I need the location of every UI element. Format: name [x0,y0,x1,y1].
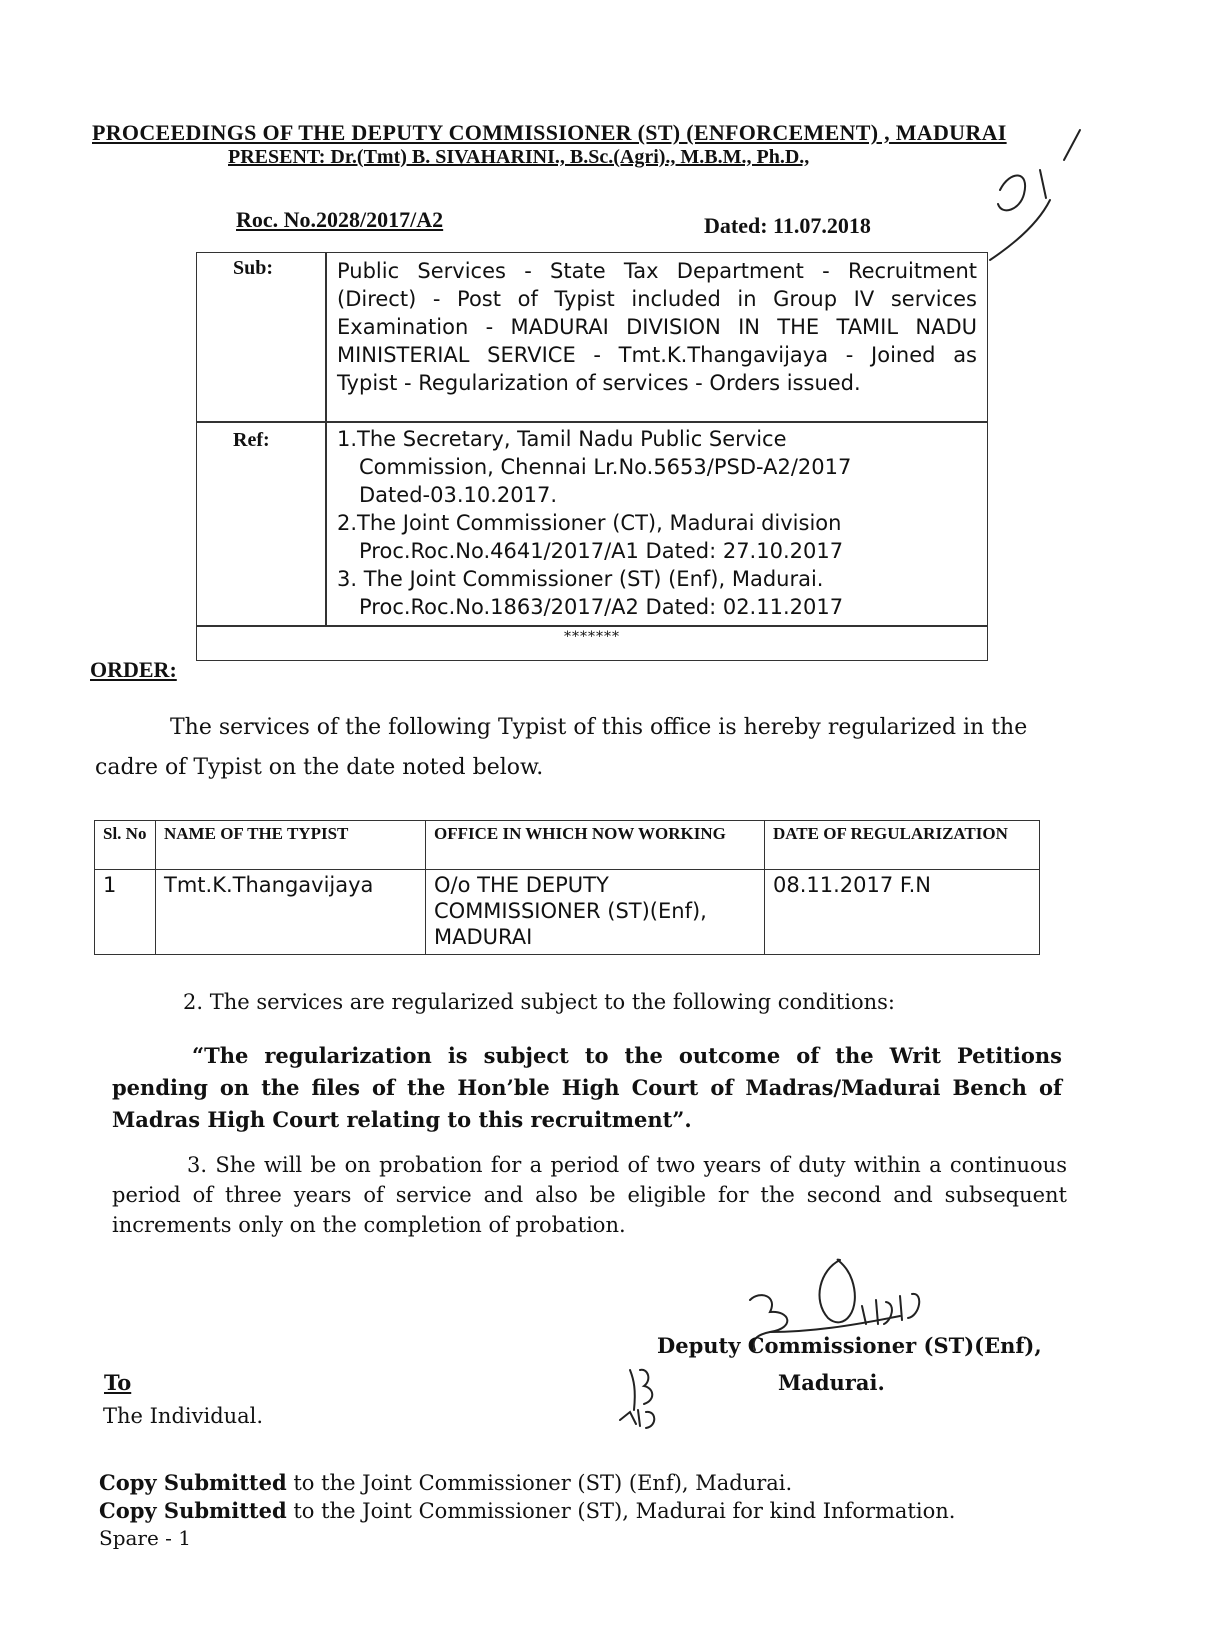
to-label: To [104,1370,132,1395]
order-paragraph-2: 2. The services are regularized subject to the following conditions: [183,990,895,1014]
subject-label: Sub: [233,257,274,279]
document-heading: PROCEEDINGS OF THE DEPUTY COMMISSIONER (ST) (ENFORCEMENT) , MADURAI [92,120,1007,145]
present-officer: PRESENT: Dr.(Tmt) B. SIVAHARINI., B.Sc.(Agri)., M.B.M., Ph.D., [228,146,810,168]
signatory-place: Madurai. [778,1370,885,1395]
cell-office: O/o THE DEPUTY COMMISSIONER (ST)(Enf), MADURAI [426,870,765,955]
recipient: The Individual. [103,1404,264,1428]
separator-stars: ******* [564,629,620,645]
reference-label: Ref: [233,429,270,451]
header-date: DATE OF REGULARIZATION [765,821,1040,870]
signatory-designation: Deputy Commissioner (ST)(Enf), [657,1333,1042,1358]
spare-copy: Spare - 1 [99,1526,192,1550]
roc-number: Roc. No.2028/2017/A2 [236,207,444,232]
copy-submitted-line [99,1498,955,1523]
copy-recipient: to the Joint Commissioner (ST), Madurai for kind Information. [286,1499,956,1523]
reference-item-line: Proc.Roc.No.4641/2017/A1 Dated: 27.10.2017 [359,539,844,563]
subject-text: Public Services - State Tax Department - Recruitment (Direct) - Post of Typist included in Group IV services Examination - MADURAI DIVISION IN THE TAMIL NADU MINISTERIAL SERVICE - Tmt.K.Thangavijaya - Joined as Typist - Regularization of services - Orders issued. [337,259,977,395]
header-office: OFFICE IN WHICH NOW WORKING [426,821,765,870]
copy-label: Copy Submitted [99,1470,287,1495]
order-paragraph-1: The services of the following Typist of this office is hereby regularized in the cadre of Typist on the date noted below. [95,715,1028,780]
cell-sl-no: 1 [95,870,156,955]
copy-submitted-line [99,1470,792,1495]
reference-item: 1.The Secretary, Tamil Nadu Public Service [337,427,787,451]
marginal-mark [980,120,1110,270]
row-divider [197,625,987,627]
table-row [95,870,1040,955]
reference-item-line: Proc.Roc.No.1863/2017/A2 Dated: 02.11.2017 [359,595,844,619]
reference-item: 2.The Joint Commissioner (CT), Madurai division [337,511,842,535]
cell-date: 08.11.2017 F.N [765,870,1040,955]
reference-item-line: Commission, Chennai Lr.No.5653/PSD-A2/2017 [359,455,852,479]
header-name: NAME OF THE TYPIST [156,821,426,870]
reference-list [337,425,977,621]
copy-label: Copy Submitted [99,1498,287,1523]
column-divider [325,253,327,625]
cell-name: Tmt.K.Thangavijaya [156,870,426,955]
subject-reference-box [196,252,988,661]
row-divider [197,421,987,423]
header-sl-no: Sl. No [95,821,156,870]
order-title: ORDER: [90,657,177,682]
condition-quote: “The regularization is subject to the outcome of the Writ Petitions pending on the files of the Hon’ble High Court of Madras/Madurai Bench of Madras High Court relating to this recruitment”. [112,1043,1062,1132]
document-date: Dated: 11.07.2018 [704,213,871,238]
copy-recipient: to the Joint Commissioner (ST) (Enf), Madurai. [286,1471,793,1495]
table-header-row [95,821,1040,870]
reference-item-line: Dated-03.10.2017. [359,483,558,507]
regularization-table [94,820,1040,955]
order-paragraph-3: 3. She will be on probation for a period of two years of duty within a continuous period of three years of service and also be eligible for the second and subsequent increments only on the completion of probation. [112,1153,1067,1237]
reference-item: 3. The Joint Commissioner (ST) (Enf), Madurai. [337,567,824,591]
